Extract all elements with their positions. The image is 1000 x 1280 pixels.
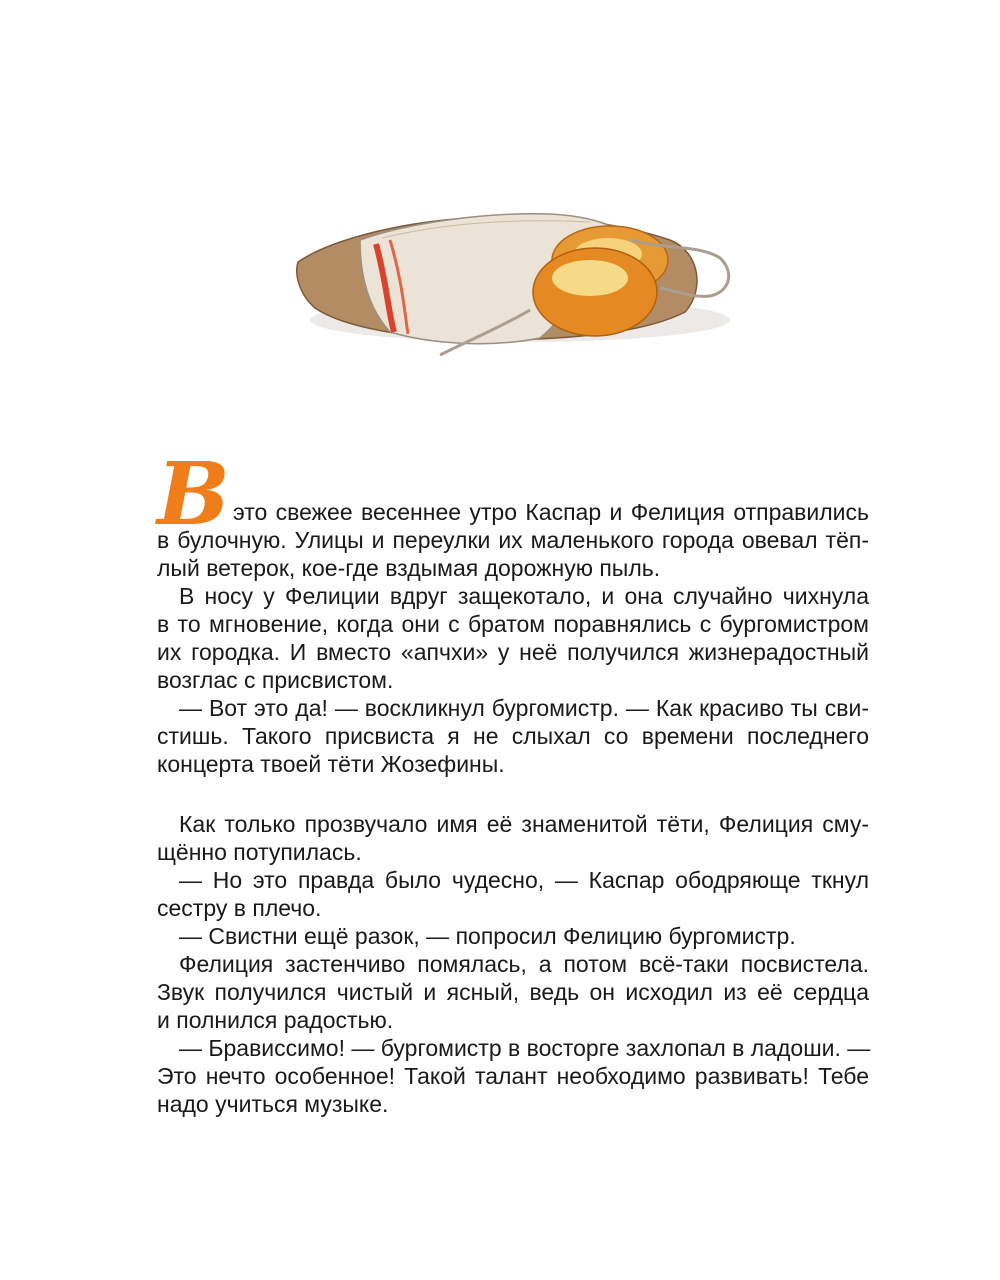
drop-cap: В — [157, 444, 230, 545]
text-line: их городка. И вместо «апчхи» у неё получился жизнерадостный — [157, 639, 869, 665]
text-line: — Свистни ещё разок, — попросил Фелицию бургомистр. — [179, 923, 796, 949]
text-line: концерта твоей тёти Жозефины. — [157, 751, 505, 777]
text-line: сестру в плечо. — [157, 895, 322, 921]
text-line: надо учиться музыке. — [157, 1091, 389, 1117]
bun-top-shape — [552, 260, 628, 296]
text-line: возглас с присвистом. — [157, 667, 394, 693]
text-line: это свежее весеннее утро Каспар и Фелиция отправились — [233, 499, 869, 525]
text-line: лый ветерок, кое-где вздымая дорожную пыль. — [157, 555, 661, 581]
text-line: — Брависсимо! — бургомистр в восторге захлопал в ладоши. — — [179, 1035, 871, 1061]
text-line: Звук получился чистый и ясный, ведь он исходил из её сердца — [157, 979, 869, 1005]
text-line: — Но это правда было чудесно, — Каспар ободряюще ткнул — [179, 867, 869, 893]
text-line: щённо потупилась. — [157, 839, 362, 865]
text-line: в булочную. Улицы и переулки их маленького города овевал тёп- — [157, 527, 869, 553]
text-line: и полнился радостью. — [157, 1007, 394, 1033]
text-line: — Вот это да! — воскликнул бургомистр. — Как красиво ты сви- — [179, 695, 869, 721]
text-line: Это нечто особенное! Такой талант необходимо развивать! Тебе — [157, 1063, 869, 1089]
text-line: В носу у Фелиции вдруг защекотало, и она случайно чихнула — [179, 583, 869, 609]
paragraph-gap — [157, 778, 869, 810]
text-line: в то мгновение, когда они с братом поравнялись с бургомистром — [157, 611, 869, 637]
text-line: Фелиция застенчиво помялась, а потом всё-таки посвистела. — [179, 951, 869, 977]
text-line: стишь. Такого присвиста я не слыхал со времени последнего — [157, 723, 869, 749]
bread-bag-illustration — [290, 200, 740, 370]
text-line: Как только прозвучало имя её знаменитой тёти, Фелиция сму- — [179, 811, 869, 837]
story-text — [157, 444, 871, 1118]
